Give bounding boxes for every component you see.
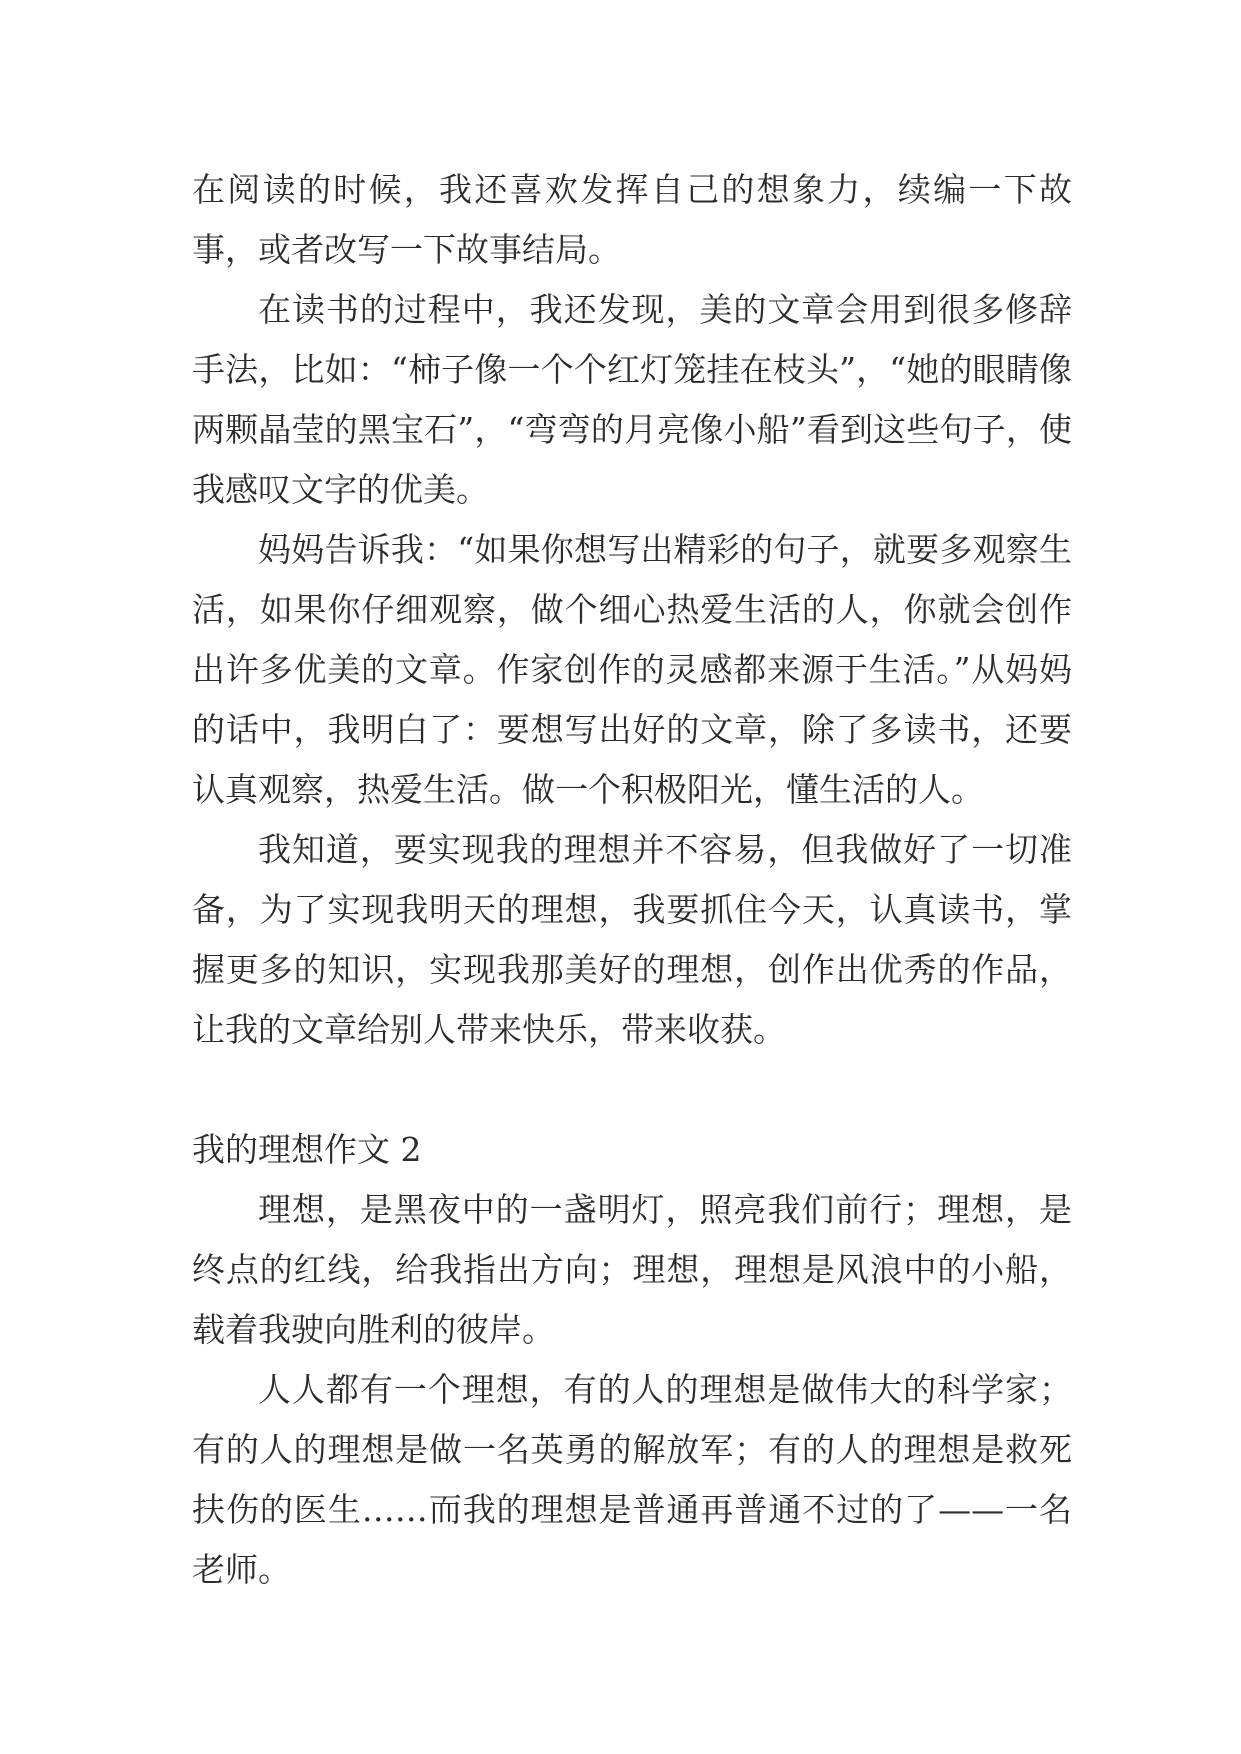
document-body bbox=[192, 160, 1072, 1600]
paragraph-ideal-metaphor: 理想，是黑夜中的一盏明灯，照亮我们前行；理想，是终点的红线，给我指出方向；理想，理想是风浪中的小船，载着我驶向胜利的彼岸。 bbox=[192, 1190, 1072, 1349]
paragraph-realize-dream: 我知道，要实现我的理想并不容易，但我做好了一切准备，为了实现我明天的理想，我要抓住今天，认真读书，掌握更多的知识，实现我那美好的理想，创作出优秀的作品，让我的文章给别人带来快乐，带来收获。 bbox=[192, 830, 1072, 1049]
paragraph-everyone-has-ideal: 人人都有一个理想，有的人的理想是做伟大的科学家；有的人的理想是做一名英勇的解放军；有的人的理想是救死扶伤的医生……而我的理想是普通再普通不过的了——一名老师。 bbox=[192, 1370, 1072, 1589]
section-title: 我的理想作文 2 bbox=[192, 1130, 422, 1169]
paragraph-mother-advice: 妈妈告诉我：“如果你想写出精彩的句子，就要多观察生活，如果你仔细观察，做个细心热爱生活的人，你就会创作出许多优美的文章。作家创作的灵感都来源于生活。”从妈妈的话中，我明白了：要想写出好的文章，除了多读书，还要认真观察，热爱生活。做一个积极阳光，懂生活的人。 bbox=[192, 530, 1072, 809]
paragraph-rhetoric: 在读书的过程中，我还发现，美的文章会用到很多修辞手法，比如：“柿子像一个个红灯笼挂在枝头”，“她的眼睛像两颗晶莹的黑宝石”，“弯弯的月亮像小船”看到这些句子，使我感叹文字的优美。 bbox=[192, 290, 1072, 509]
paragraph-reading-imagination: 在阅读的时候，我还喜欢发挥自己的想象力，续编一下故事，或者改写一下故事结局。 bbox=[192, 170, 1072, 269]
